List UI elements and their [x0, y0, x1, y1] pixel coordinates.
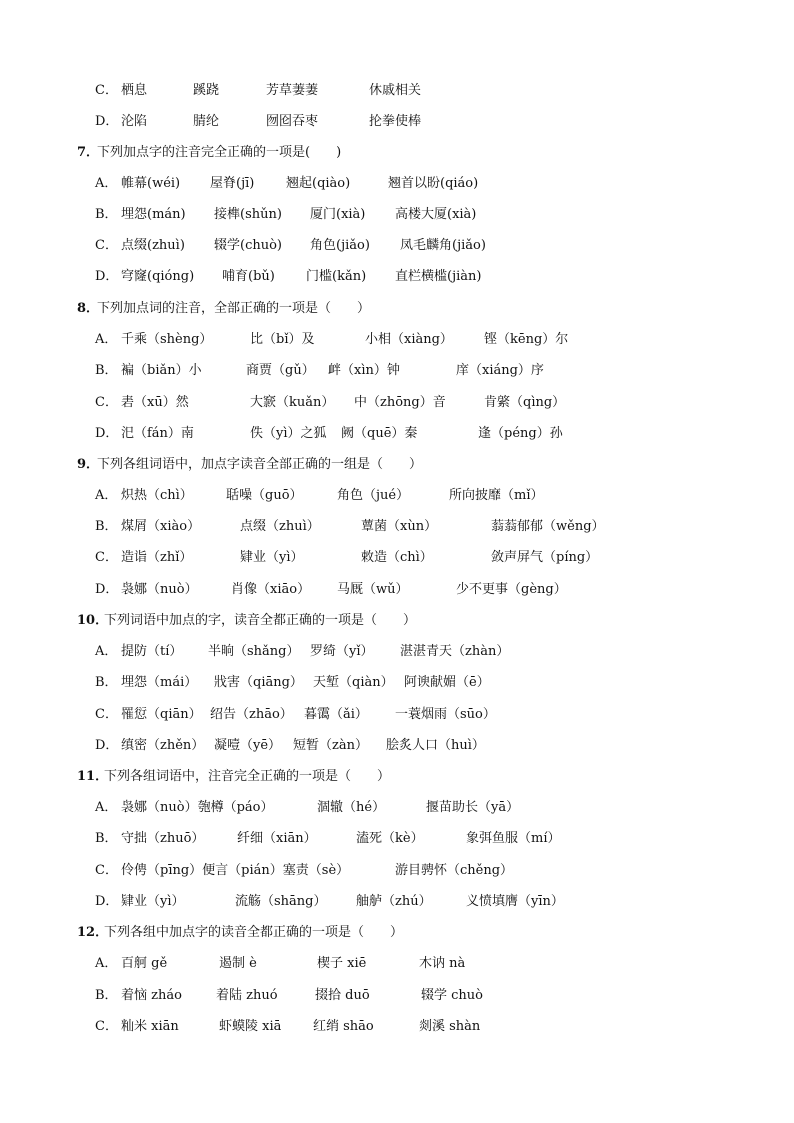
option-item: 辍学(chuò) [214, 238, 282, 253]
option-item: 木讷 nà [419, 956, 466, 971]
question-text: 下列加点字的注音完全正确的一项是( ) [97, 145, 342, 160]
option-item: 敕造（chì） [361, 550, 433, 565]
option-item: 煤屑（xiào） [121, 519, 201, 534]
option-item: 短暂（zàn） [293, 738, 368, 753]
question-number: 12． [77, 925, 109, 940]
option-item: 蓊蓊郁郁（wěng） [491, 519, 605, 534]
question-text: 下列各组词语中，加点字读音全部正确的一组是（ ） [97, 457, 423, 472]
option-item: 绍告（zhāo） [210, 707, 293, 722]
option-item: 罗绮（yǐ） [310, 644, 374, 659]
option-row [0, 860, 794, 882]
option-row [0, 485, 794, 507]
option-label: C． [95, 707, 118, 722]
option-item: 接榫(shǔn) [214, 207, 282, 222]
option-item: 哺育(bǔ) [222, 269, 275, 284]
option-row [0, 423, 794, 445]
option-item: 掇拾 duō [315, 988, 370, 1003]
option-label: D． [95, 114, 119, 129]
option-item: 脍炙人口（huì） [386, 738, 485, 753]
option-item: 造诣（zhǐ） [121, 550, 193, 565]
option-row [0, 891, 794, 913]
option-item: 提防（tí） [121, 644, 183, 659]
question-number: 9． [77, 457, 100, 472]
option-item: 点缀（zhuì） [240, 519, 320, 534]
option-row [0, 953, 794, 975]
option-row [0, 797, 794, 819]
option-item: 千乘（shèng） [121, 332, 213, 347]
question-12 [0, 922, 794, 944]
option-row [0, 360, 794, 382]
option-item: 袅娜（nuò） [121, 582, 198, 597]
option-item: 少不更事（gèng） [456, 582, 567, 597]
option-item: 大窾（kuǎn） [250, 395, 335, 410]
option-item: 纤细（xiān） [237, 831, 317, 846]
option-row [0, 672, 794, 694]
option-item: 义愤填膺（yīn） [466, 894, 564, 909]
option-item: 罹愆（qiān） [121, 707, 202, 722]
option-item: 籼米 xiān [121, 1019, 179, 1034]
option-item: 角色(jiǎo) [310, 238, 370, 253]
option-item: 角色（jué） [337, 488, 410, 503]
option-item: 小相（xiàng） [365, 332, 453, 347]
question-number: 11． [77, 769, 109, 784]
question-8 [0, 298, 794, 320]
option-label: B． [95, 363, 118, 378]
option-item: 一蓑烟雨（sūo） [395, 707, 496, 722]
option-item: 湛湛青天（zhàn） [400, 644, 510, 659]
option-label: D． [95, 738, 119, 753]
question-text: 下列各组中加点字的读音全都正确的一项是（ ） [104, 925, 404, 940]
question-11 [0, 766, 794, 788]
option-item: 揠苗助长（yā） [426, 800, 520, 815]
option-item: 伶俜（pīng）便言（pián）塞责（sè） [121, 863, 350, 878]
option-row [0, 173, 794, 195]
option-label: C． [95, 1019, 118, 1034]
option-label: A． [95, 488, 118, 503]
option-item: 阿谀献媚（ē） [404, 675, 490, 690]
option-item: 屋脊(jī) [210, 176, 255, 191]
option-item: 蕈菌（xùn） [361, 519, 438, 534]
option-item: 休戚相关 [369, 83, 422, 98]
option-label: C． [95, 83, 118, 98]
option-item: 袅娜（nuò）匏樽（páo） [121, 800, 274, 815]
option-row [0, 266, 794, 288]
option-item: 穹窿(qióng) [121, 269, 195, 284]
option-item: 佚（yì）之狐 [250, 426, 327, 441]
option-item: 肄业（yì） [240, 550, 304, 565]
option-item: 高楼大厦(xià) [395, 207, 477, 222]
option-item: 囫囵吞枣 [266, 114, 319, 129]
option-item: 暮霭（ǎi） [304, 707, 368, 722]
option-item: 门槛(kǎn) [306, 269, 367, 284]
option-item: 逢（péng）孙 [478, 426, 563, 441]
option-label: B． [95, 519, 118, 534]
option-item: 商贾（gǔ） [246, 363, 315, 378]
option-label: D． [95, 582, 119, 597]
option-item: 辍学 chuò [421, 988, 483, 1003]
option-label: B． [95, 675, 118, 690]
option-item: 游目骋怀（chěng） [395, 863, 514, 878]
option-item: 马厩（wǔ） [337, 582, 409, 597]
option-row [0, 547, 794, 569]
option-item: 翘首以盼(qiáo) [388, 176, 479, 191]
option-item: 蹊跷 [193, 83, 220, 98]
option-item: 舳舻（zhú） [356, 894, 432, 909]
option-item: 帷幕(wéi) [121, 176, 181, 191]
option-item: 凤毛麟角(jiǎo) [400, 238, 486, 253]
option-item: 中（zhōng）音 [354, 395, 446, 410]
option-item: 埋怨（mái） [121, 675, 198, 690]
option-item: 炽热（chì） [121, 488, 193, 503]
option-item: 楔子 xiē [317, 956, 367, 971]
question-number: 8． [77, 301, 100, 316]
option-label: A． [95, 176, 118, 191]
question-text: 下列加点词的注音，全部正确的一项是（ ） [97, 301, 371, 316]
option-item: 肄业（yì） [121, 894, 185, 909]
option-label: A． [95, 644, 118, 659]
option-row [0, 985, 794, 1007]
option-label: B． [95, 207, 118, 222]
option-row [0, 1016, 794, 1038]
option-label: A． [95, 332, 118, 347]
option-item: 抡拳使棒 [369, 114, 422, 129]
option-row [0, 704, 794, 726]
option-row [0, 80, 794, 102]
option-row [0, 392, 794, 414]
option-item: 翘起(qiào) [286, 176, 351, 191]
option-label: B． [95, 831, 118, 846]
option-row [0, 579, 794, 601]
option-item: 衅（xìn）钟 [328, 363, 400, 378]
option-item: 所向披靡（mǐ） [449, 488, 544, 503]
question-10 [0, 610, 794, 632]
option-row [0, 329, 794, 351]
option-item: 天堑（qiàn） [313, 675, 394, 690]
option-item: 芳草萋萋 [266, 83, 319, 98]
option-item: 虾蟆陵 xiā [219, 1019, 282, 1034]
option-item: 缜密（zhěn） [121, 738, 205, 753]
option-item: 溘死（kè） [356, 831, 424, 846]
option-row [0, 641, 794, 663]
option-item: 遏制 è [219, 956, 257, 971]
option-item: 沦陷 [121, 114, 148, 129]
option-row [0, 235, 794, 257]
option-label: A． [95, 956, 118, 971]
option-item: 点缀(zhuì) [121, 238, 185, 253]
option-item: 敛声屏气（píng） [491, 550, 599, 565]
option-item: 着恼 zháo [121, 988, 182, 1003]
option-item: 肖像（xiāo） [231, 582, 311, 597]
option-item: 戕害（qiāng） [214, 675, 303, 690]
option-item: 阙（quē）秦 [341, 426, 418, 441]
option-row [0, 516, 794, 538]
option-item: 腈纶 [193, 114, 220, 129]
option-label: D． [95, 894, 119, 909]
option-item: 百舸 gě [121, 956, 168, 971]
option-row [0, 735, 794, 757]
option-label: C． [95, 238, 118, 253]
question-number: 7． [77, 145, 100, 160]
option-item: 庠（xiáng）序 [456, 363, 544, 378]
question-text: 下列各组词语中，注音完全正确的一项是（ ） [104, 769, 391, 784]
question-text: 下列词语中加点的字，读音全都正确的一项是（ ） [104, 613, 417, 628]
option-item: 守拙（zhuō） [121, 831, 205, 846]
option-label: B． [95, 988, 118, 1003]
option-row [0, 111, 794, 133]
option-item: 聒噪（guō） [226, 488, 303, 503]
question-9 [0, 454, 794, 476]
option-item: 埋怨(mán) [121, 207, 186, 222]
option-item: 肯綮（qìng） [484, 395, 566, 410]
option-item: 褊（biǎn）小 [121, 363, 202, 378]
option-item: 红绡 shāo [313, 1019, 374, 1034]
option-item: 半晌（shǎng） [208, 644, 300, 659]
option-row [0, 204, 794, 226]
option-item: 汜（fán）南 [121, 426, 194, 441]
option-item: 着陆 zhuó [216, 988, 278, 1003]
option-item: 铿（kēng）尔 [484, 332, 569, 347]
option-item: 象弭鱼服（mí） [466, 831, 561, 846]
option-label: C． [95, 550, 118, 565]
option-item: 凝噎（yē） [214, 738, 282, 753]
option-label: A． [95, 800, 118, 815]
question-number: 10． [77, 613, 109, 628]
option-label: D． [95, 426, 119, 441]
option-label: C． [95, 863, 118, 878]
option-item: 涸辙（hé） [317, 800, 386, 815]
option-item: 砉（xū）然 [121, 395, 189, 410]
option-item: 厦门(xià) [310, 207, 366, 222]
option-item: 比（bǐ）及 [250, 332, 315, 347]
option-item: 栖息 [121, 83, 148, 98]
option-item: 直栏横槛(jiàn) [395, 269, 482, 284]
option-row [0, 828, 794, 850]
option-label: C． [95, 395, 118, 410]
option-item: 流觞（shāng） [235, 894, 327, 909]
question-7 [0, 142, 794, 164]
option-item: 剡溪 shàn [419, 1019, 481, 1034]
option-label: D． [95, 269, 119, 284]
